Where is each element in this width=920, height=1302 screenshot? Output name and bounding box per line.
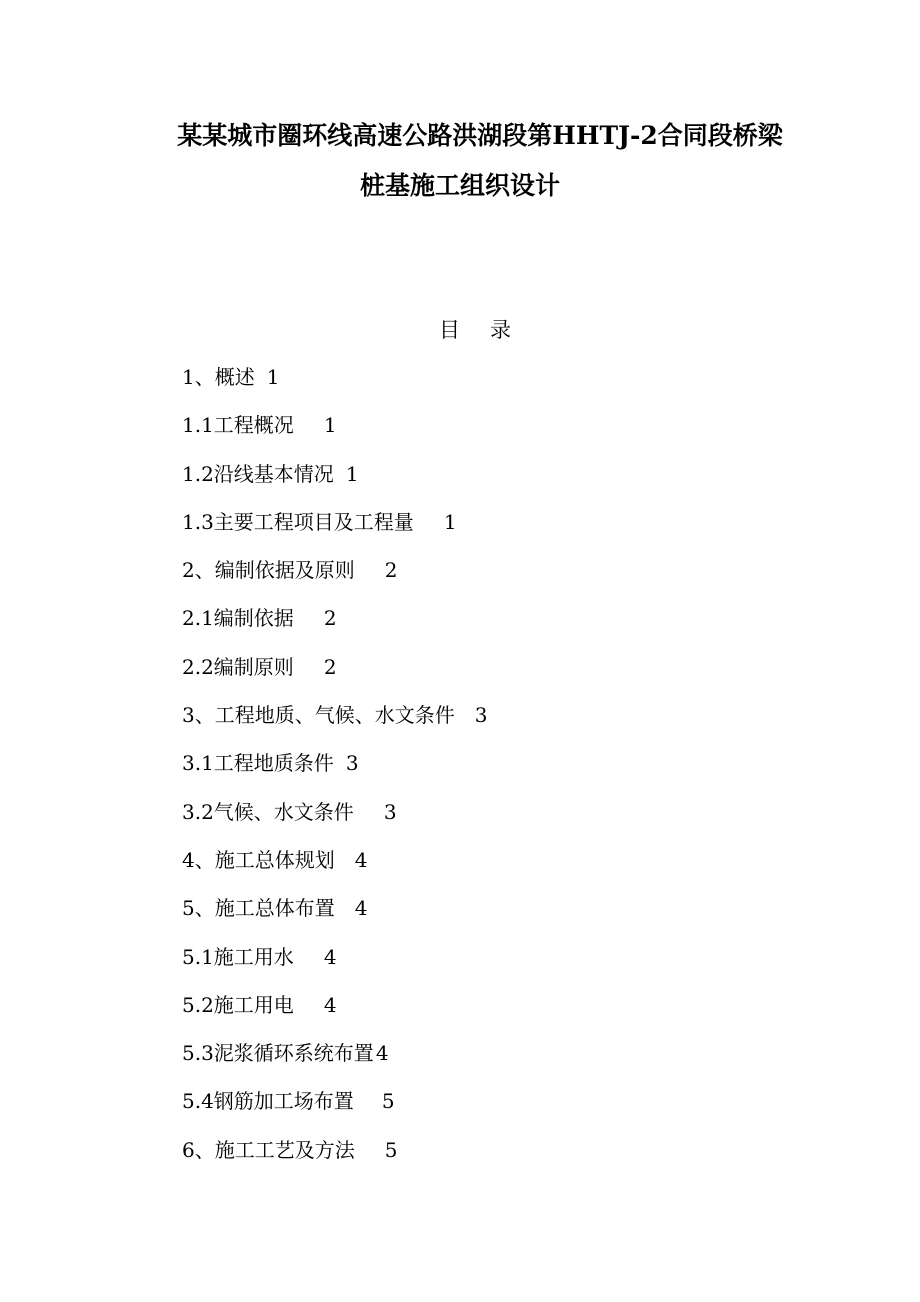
toc-entry[interactable] xyxy=(182,700,487,748)
toc-entry-page: 4 xyxy=(323,944,337,969)
toc-entry-page: 1 xyxy=(266,365,280,389)
toc-entry[interactable] xyxy=(182,507,487,555)
toc-entry-text: 4、施工总体规划 xyxy=(182,847,335,872)
toc-entry-text: 5.3泥浆循环系统布置 xyxy=(182,1041,374,1066)
toc-entry[interactable] xyxy=(182,893,487,941)
toc-entry[interactable] xyxy=(182,410,487,458)
toc-entry-page: 3 xyxy=(383,799,397,824)
toc-entry-text: 5.1施工用水 xyxy=(182,944,294,969)
toc-entry[interactable] xyxy=(182,459,487,507)
toc-entry-page: 3 xyxy=(474,703,488,728)
toc-entry-page: 4 xyxy=(323,992,337,1017)
toc-entry-page: 2 xyxy=(323,606,337,631)
toc-entry-text: 5、施工总体布置 xyxy=(182,896,335,921)
toc-entry-text: 2.1编制依据 xyxy=(182,606,294,631)
toc-entry-text: 3.1工程地质条件 xyxy=(182,751,334,776)
toc-entry-text: 1.3主要工程项目及工程量 xyxy=(182,509,414,534)
toc-entry[interactable] xyxy=(182,797,487,845)
toc-entry[interactable] xyxy=(182,990,487,1038)
toc-entry-page: 5 xyxy=(381,1089,395,1114)
document-title-line-1: 某某城市圈环线高速公路洪湖段第HHTJ-2合同段桥梁 xyxy=(177,121,783,150)
table-of-contents xyxy=(182,362,487,1183)
toc-entry-page: 4 xyxy=(354,847,368,872)
toc-entry[interactable] xyxy=(182,362,487,410)
toc-entry-page: 1 xyxy=(323,413,337,438)
toc-entry-text: 1、概述 xyxy=(182,365,255,389)
toc-entry-page: 2 xyxy=(384,558,398,583)
toc-entry-text: 5.4钢筋加工场布置 xyxy=(182,1089,354,1114)
toc-entry[interactable] xyxy=(182,1086,487,1134)
toc-entry-page: 4 xyxy=(375,1041,389,1066)
toc-entry-text: 3、工程地质、气候、水文条件 xyxy=(182,703,455,728)
toc-entry[interactable] xyxy=(182,555,487,603)
toc-heading xyxy=(0,316,920,344)
toc-entry-text: 2.2编制原则 xyxy=(182,654,294,679)
toc-entry-page: 5 xyxy=(384,1137,398,1162)
document-title-line-2: 桩基施工组织设计 xyxy=(359,171,560,200)
toc-entry-text: 2、编制依据及原则 xyxy=(182,558,355,583)
toc-entry-text: 5.2施工用电 xyxy=(182,992,294,1017)
toc-entry-page: 1 xyxy=(345,461,359,486)
toc-entry[interactable] xyxy=(182,652,487,700)
toc-entry[interactable] xyxy=(182,845,487,893)
toc-entry-text: 6、施工工艺及方法 xyxy=(182,1137,355,1162)
toc-heading-right: 录 xyxy=(490,318,511,342)
toc-entry-text: 3.2气候、水文条件 xyxy=(182,799,354,824)
toc-heading-left: 目 xyxy=(439,318,460,342)
toc-entry[interactable] xyxy=(182,748,487,796)
toc-entry-text: 1.1工程概况 xyxy=(182,413,294,438)
toc-entry[interactable] xyxy=(182,1135,487,1183)
toc-entry-page: 1 xyxy=(443,509,457,534)
toc-entry-page: 4 xyxy=(354,896,368,921)
toc-entry[interactable] xyxy=(182,603,487,651)
toc-entry-text: 1.2沿线基本情况 xyxy=(182,461,334,486)
toc-entry-page: 2 xyxy=(323,654,337,679)
toc-entry[interactable] xyxy=(182,942,487,990)
toc-entry[interactable] xyxy=(182,1038,487,1086)
toc-entry-page: 3 xyxy=(345,751,359,776)
